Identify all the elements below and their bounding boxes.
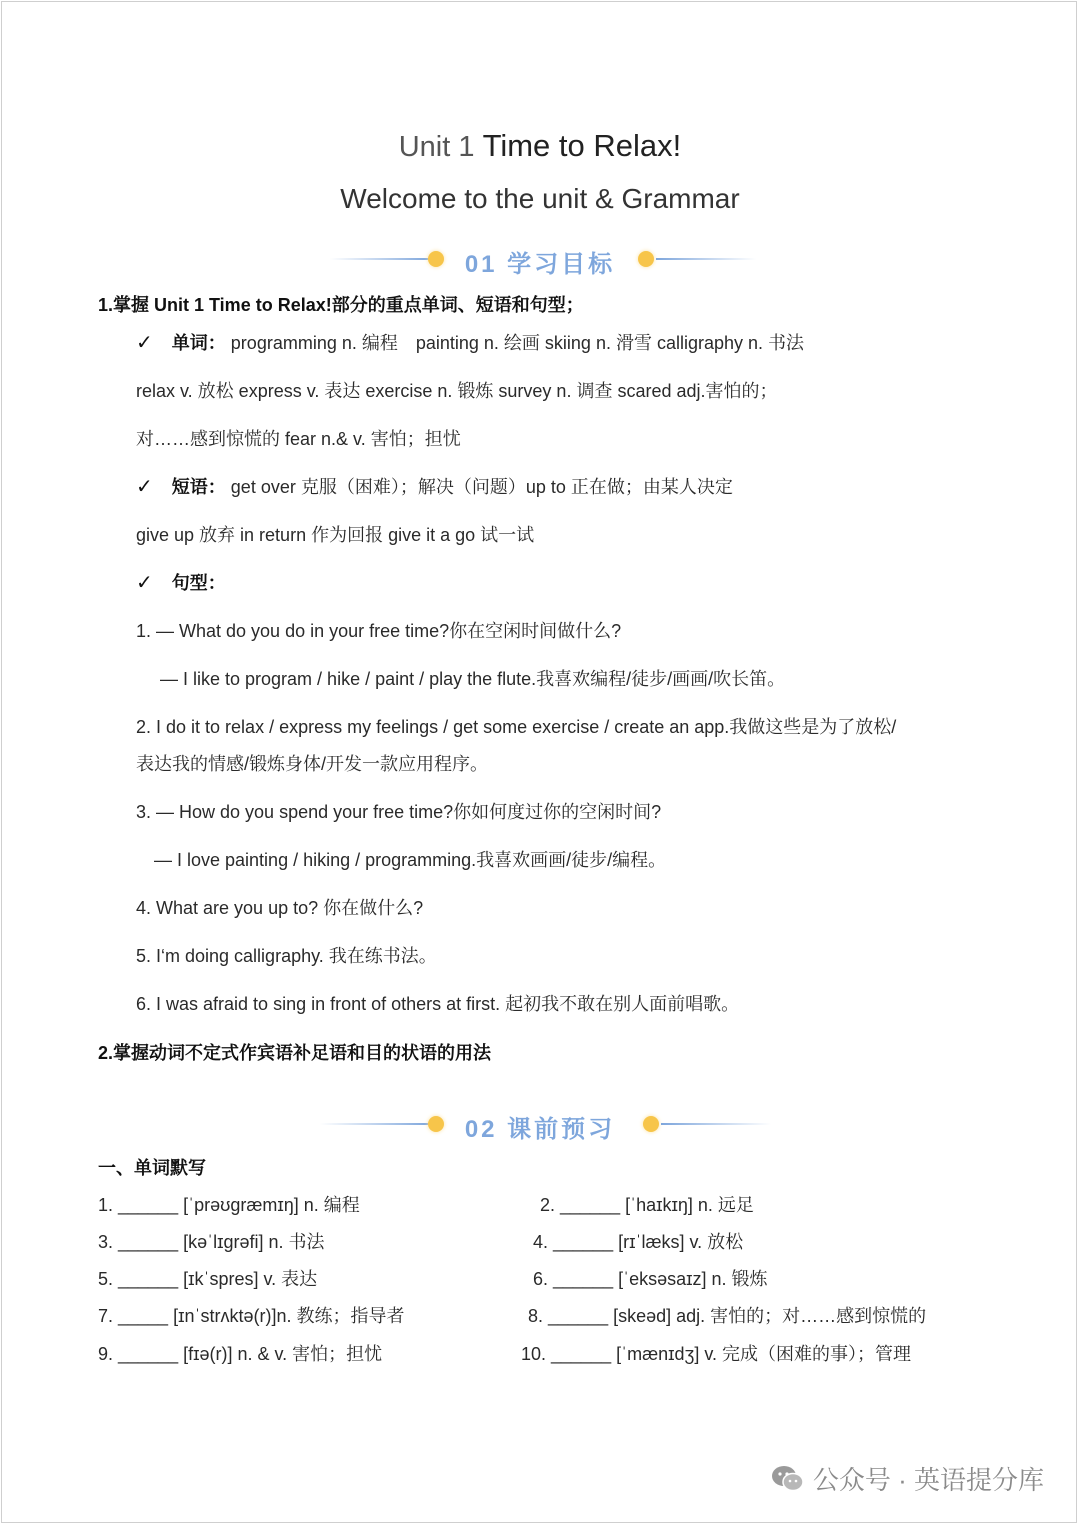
sentence-1b: — I like to program / hike / paint / play the flute.我喜欢编程/徒步/画画/吹长笛。 bbox=[160, 669, 786, 689]
words-line-2: relax v. 放松 express v. 表达 exercise n. 锻炼 survey n. 调查 scared adj.害怕的； bbox=[136, 381, 778, 401]
dictation-item-3: 3. ______ [kəˈlɪɡrəfi] n. 书法 bbox=[98, 1232, 325, 1252]
phrases-line-2: give up 放弃 in return 作为回报 give it a go 试一试 bbox=[136, 525, 535, 545]
dictation-item-7: 7. _____ [ɪnˈstrʌktə(r)]n. 教练；指导者 bbox=[98, 1306, 405, 1326]
wechat-icon bbox=[771, 1465, 805, 1493]
phrases-line-1: get over 克服（困难）；解决（问题）up to 正在做；由某人决定 bbox=[230, 477, 733, 497]
sentence-4: 4. What are you up to? 你在做什么? bbox=[136, 898, 424, 918]
sentences-row bbox=[136, 569, 226, 595]
dictation-item-8: 8. ______ [skeəd] adj. 害怕的；对……感到惊慌的 bbox=[528, 1306, 927, 1326]
objective-2: 2.掌握动词不定式作宾语补足语和目的状语的用法 bbox=[98, 1043, 492, 1063]
objective-1: 1.掌握 Unit 1 Time to Relax!部分的重点单词、短语和句型； bbox=[98, 295, 584, 315]
unit-title: Time to Relax! bbox=[482, 128, 682, 163]
dictation-item-6: 6. ______ [ˈeksəsaɪz] n. 锻炼 bbox=[533, 1269, 768, 1289]
banner-dot-right bbox=[638, 251, 654, 267]
dictation-item-1: 1. ______ [ˈprəʊɡræmɪŋ] n. 编程 bbox=[98, 1195, 360, 1215]
banner-dot-right bbox=[643, 1116, 659, 1132]
words-label: 单词： bbox=[171, 333, 226, 353]
phrases-label: 短语： bbox=[171, 477, 226, 497]
dictation-item-5: 5. ______ [ɪkˈspres] v. 表达 bbox=[98, 1269, 318, 1289]
sentence-5: 5. I‘m doing calligraphy. 我在练书法。 bbox=[136, 946, 437, 966]
dictation-item-9: 9. ______ [fɪə(r)] n. & v. 害怕；担忧 bbox=[98, 1344, 383, 1364]
page-subtitle: Welcome to the unit & Grammar bbox=[340, 183, 740, 214]
banner-line-right bbox=[656, 258, 756, 260]
words-line-3: 对……感到惊慌的 fear n.& v. 害怕；担忧 bbox=[136, 429, 461, 449]
phrases-row-1 bbox=[136, 473, 733, 499]
dictation-item-2: 2. ______ [ˈhaɪkɪŋ] n. 远足 bbox=[540, 1195, 754, 1215]
banner-label: 01 学习目标 bbox=[464, 251, 616, 278]
check-icon: ✓ bbox=[136, 572, 153, 594]
banner-line-right bbox=[661, 1123, 771, 1125]
check-icon: ✓ bbox=[136, 476, 153, 498]
sentences-label: 句型： bbox=[171, 573, 226, 593]
words-line-1: programming n. 编程 painting n. 绘画 skiing n. 滑雪 calligraphy n. 书法 bbox=[230, 333, 805, 353]
footer-watermark bbox=[771, 1460, 1044, 1497]
sentence-2a: 2. I do it to relax / express my feelings / get some exercise / create an app.我做这些是为了放松/ bbox=[136, 717, 897, 737]
footer-text: 公众号 · 英语提分库 bbox=[812, 1465, 1044, 1495]
check-icon: ✓ bbox=[136, 332, 153, 354]
dictation-item-10: 10. ______ [ˈmænɪdʒ] v. 完成（困难的事）；管理 bbox=[521, 1344, 911, 1364]
sentence-6: 6. I was afraid to sing in front of others at first. 起初我不敢在别人面前唱歌。 bbox=[136, 994, 740, 1014]
banner-label: 02 课前预习 bbox=[464, 1116, 616, 1143]
dictation-heading: 一、单词默写 bbox=[98, 1158, 206, 1178]
dictation-item-4: 4. ______ [rɪˈlæks] v. 放松 bbox=[533, 1232, 744, 1252]
words-row-1 bbox=[136, 329, 804, 355]
sentence-3b: — I love painting / hiking / programming.我喜欢画画/徒步/编程。 bbox=[154, 850, 667, 870]
unit-label: Unit 1 bbox=[398, 131, 475, 163]
sentence-3a: 3. — How do you spend your free time?你如何度过你的空闲时间? bbox=[136, 802, 662, 822]
sentence-2b: 表达我的情感/锻炼身体/开发一款应用程序。 bbox=[136, 754, 488, 774]
page-title bbox=[0, 128, 1080, 164]
sentence-1a: 1. — What do you do in your free time?你在空闲时间做什么? bbox=[136, 621, 622, 641]
